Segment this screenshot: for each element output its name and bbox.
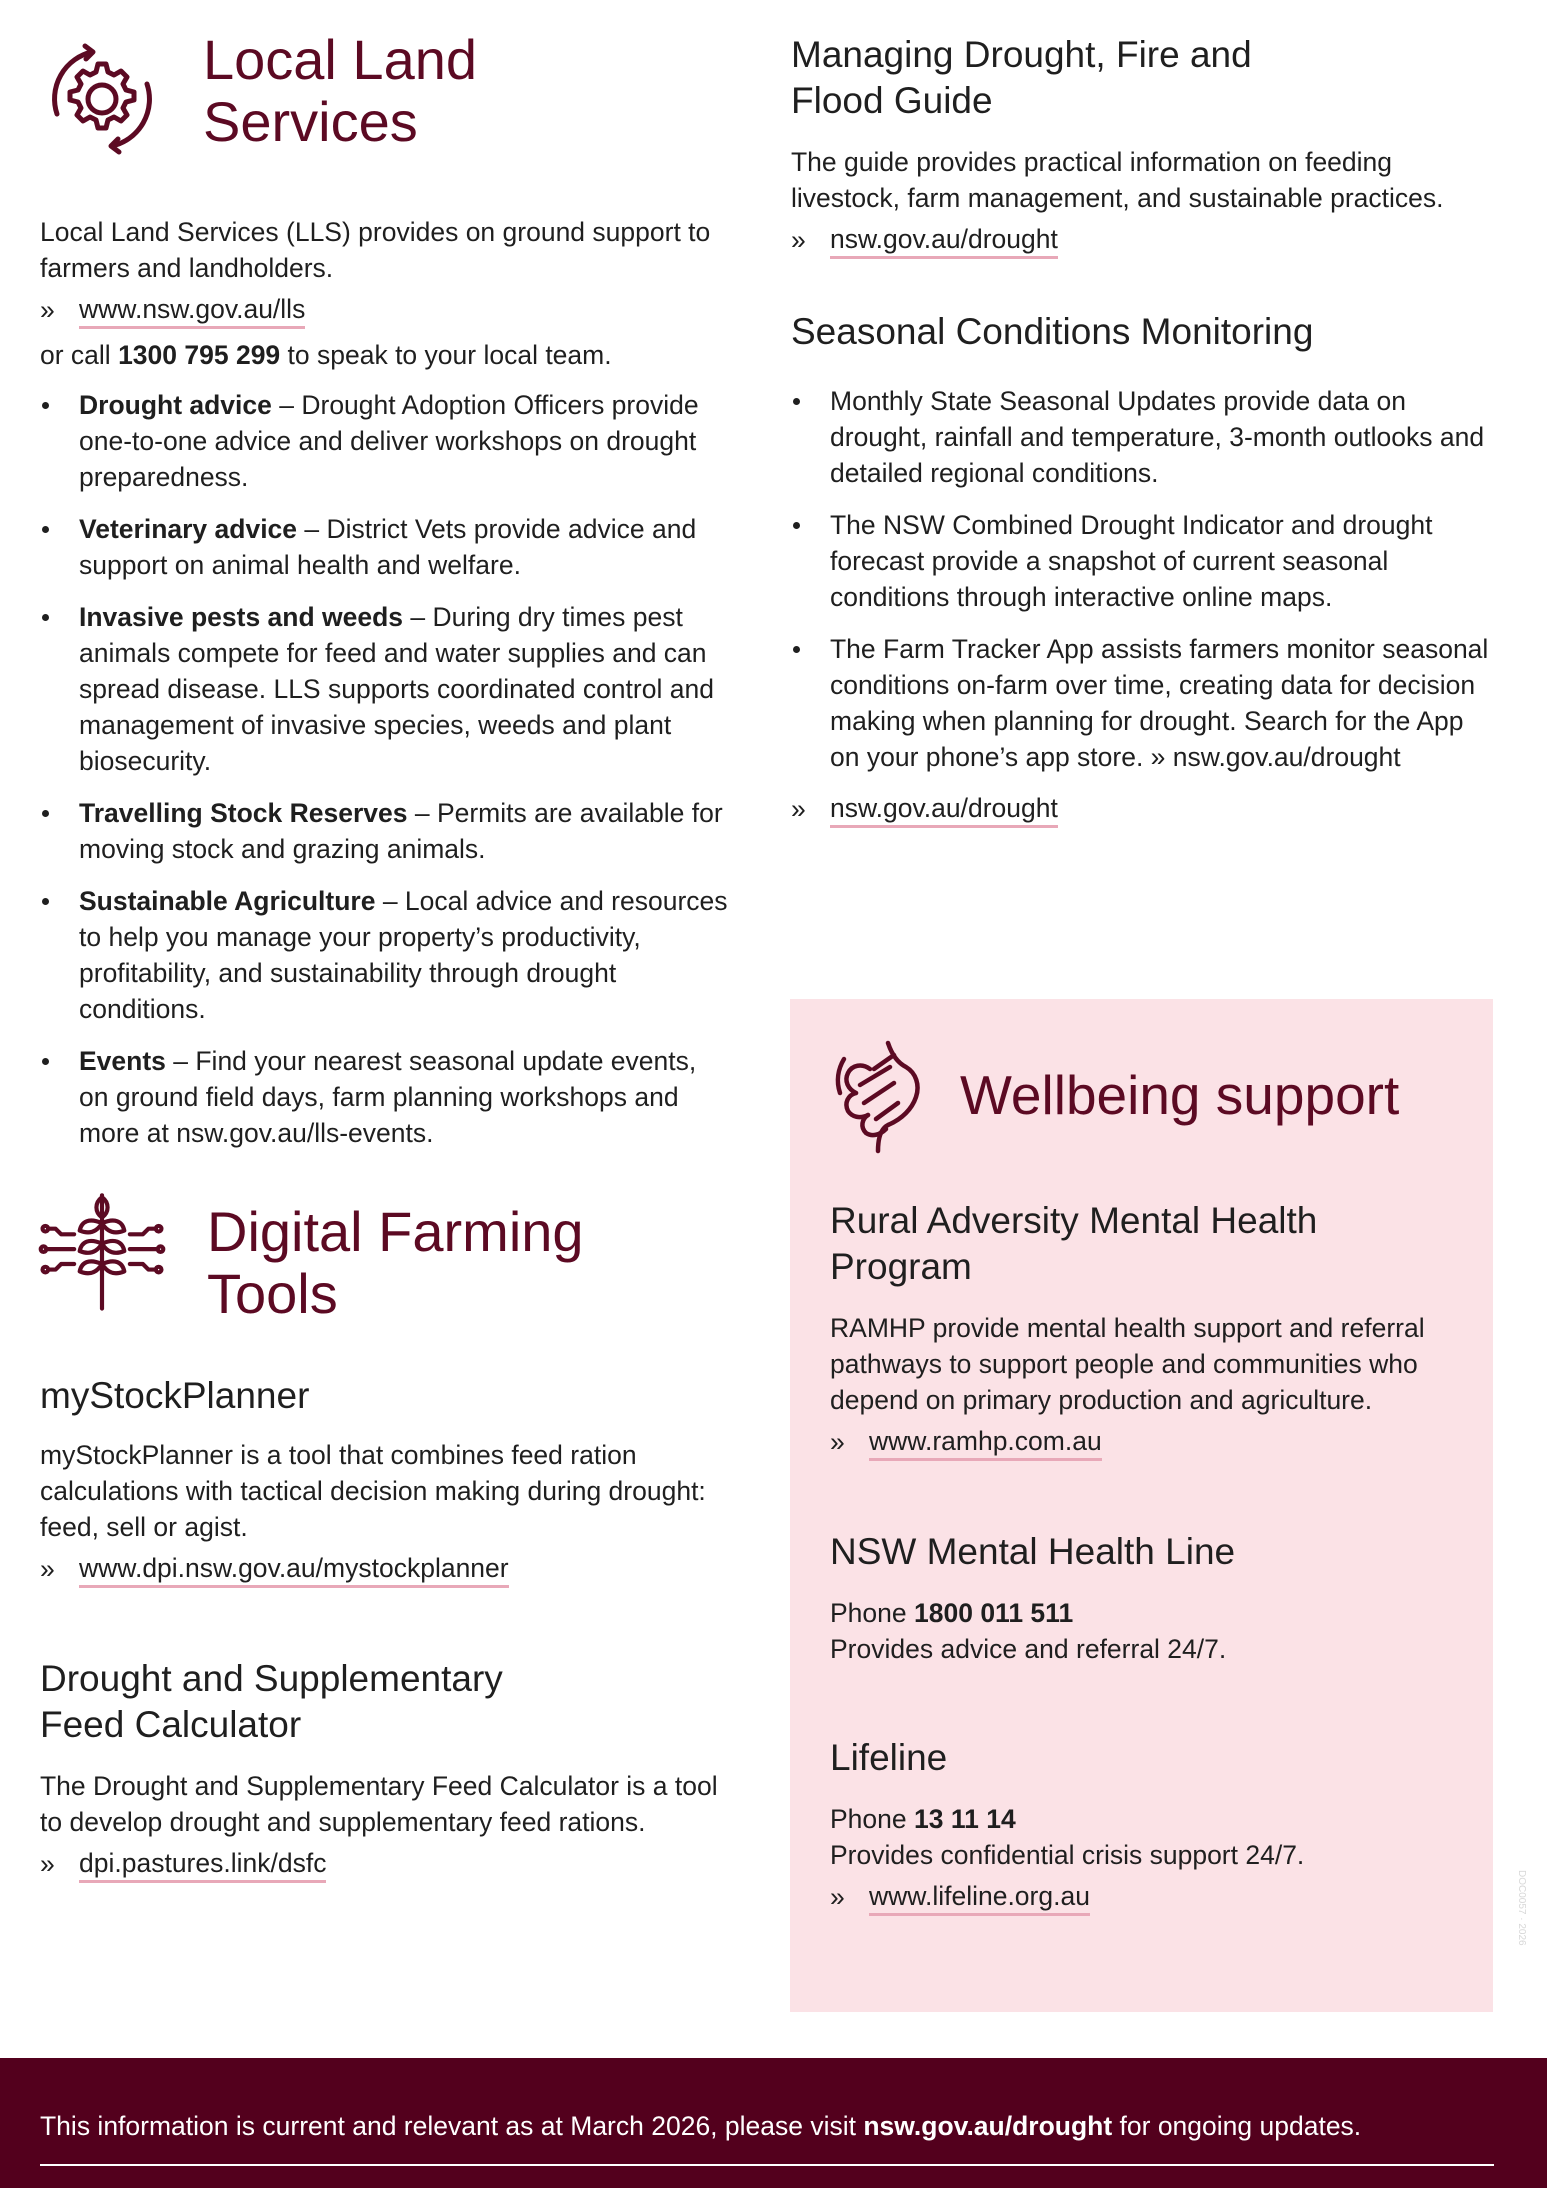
footer-text bbox=[40, 2108, 1361, 2144]
wellbeing-header bbox=[830, 1039, 1455, 1154]
feedcalc-heading-line1: Drought and Supplementary bbox=[40, 1658, 503, 1699]
guide-link[interactable]: nsw.gov.au/drought bbox=[830, 222, 1058, 259]
wheat-circuit-icon bbox=[37, 1186, 167, 1316]
ramhp-heading-line2: Program bbox=[830, 1246, 972, 1287]
lifeline-phone-label: Phone bbox=[830, 1804, 914, 1834]
seasonal-link-row bbox=[791, 791, 1493, 828]
footer-suffix: for ongoing updates. bbox=[1112, 2111, 1362, 2141]
guide-heading bbox=[791, 32, 1493, 124]
ramhp-heading-line1: Rural Adversity Mental Health bbox=[830, 1200, 1318, 1241]
gear-cycle-icon bbox=[37, 34, 167, 164]
document-code: DOC0057 · 2026 bbox=[1516, 1870, 1527, 1946]
feedcalc-link-row bbox=[40, 1846, 730, 1883]
lls-header bbox=[40, 28, 730, 164]
chevron-right-icon: » bbox=[40, 1554, 55, 1584]
lls-link[interactable]: www.nsw.gov.au/lls bbox=[79, 292, 305, 329]
list-item-term: Sustainable Agriculture bbox=[79, 886, 376, 916]
lifeline-heading: Lifeline bbox=[830, 1737, 948, 1778]
digital-title bbox=[207, 1201, 584, 1325]
list-item bbox=[40, 883, 730, 1027]
feedcalc-heading-line2: Feed Calculator bbox=[40, 1704, 302, 1745]
list-item: The NSW Combined Drought Indicator and drought forecast provide a snapshot of current seasonal conditions through interactive online maps. bbox=[791, 507, 1493, 615]
chevron-right-icon: » bbox=[830, 1427, 845, 1457]
footer-link[interactable]: nsw.gov.au/drought bbox=[863, 2111, 1113, 2141]
footer-bar bbox=[0, 2058, 1547, 2188]
chevron-right-icon: » bbox=[40, 1849, 55, 1879]
ramhp-link-row bbox=[830, 1424, 1455, 1461]
mhline-heading: NSW Mental Health Line bbox=[830, 1531, 1236, 1572]
lifeline-phone-number: 13 11 14 bbox=[914, 1804, 1016, 1834]
list-item bbox=[40, 387, 730, 495]
guide-text: The guide provides practical information on feeding livestock, farm management, and sustainable practices. bbox=[791, 147, 1444, 213]
list-item bbox=[40, 795, 730, 867]
mhline-text: Provides advice and referral 24/7. bbox=[830, 1634, 1227, 1664]
lifeline-phone bbox=[830, 1801, 1455, 1837]
digital-title-line2: Tools bbox=[207, 1262, 338, 1325]
lifeline-link[interactable]: www.lifeline.org.au bbox=[869, 1879, 1090, 1916]
mhline-phone-number: 1800 011 511 bbox=[914, 1598, 1074, 1628]
mystock-link-row bbox=[40, 1551, 730, 1588]
guide-heading-line1: Managing Drought, Fire and bbox=[791, 34, 1252, 75]
list-item: The Farm Tracker App assists farmers monitor seasonal conditions on-farm over time, creating data for decision making when planning for drought. Search for the App on your phone’s app store. » nsw.gov.au/drought bbox=[791, 631, 1493, 775]
chevron-right-icon: » bbox=[791, 794, 806, 824]
wellbeing-title: Wellbeing support bbox=[960, 1063, 1400, 1126]
chevron-right-icon: » bbox=[40, 295, 55, 325]
chevron-right-icon: » bbox=[791, 225, 806, 255]
mystock-heading: myStockPlanner bbox=[40, 1375, 310, 1416]
list-item-text: – Find your nearest seasonal update events, on ground field days, farm planning workshops and more at nsw.gov.au/lls-events. bbox=[79, 1046, 697, 1148]
mystock-link[interactable]: www.dpi.nsw.gov.au/mystockplanner bbox=[79, 1551, 509, 1588]
ramhp-heading bbox=[830, 1198, 1455, 1290]
ramhp-link[interactable]: www.ramhp.com.au bbox=[869, 1424, 1102, 1461]
guide-link-row bbox=[791, 222, 1493, 259]
list-item-term: Invasive pests and weeds bbox=[79, 602, 404, 632]
lifeline-link-row bbox=[830, 1879, 1455, 1916]
list-item-term: Events bbox=[79, 1046, 166, 1076]
list-item-term: Travelling Stock Reserves bbox=[79, 798, 408, 828]
seasonal-list bbox=[791, 383, 1493, 775]
list-item-term: Veterinary advice bbox=[79, 514, 298, 544]
lls-services-list bbox=[40, 387, 730, 1151]
feedcalc-heading bbox=[40, 1656, 730, 1748]
list-item-text: – During dry times pest animals compete for feed and water supplies and can spread disease. LLS supports coordinated control and management of invasive species, weeds and plant biosecurity. bbox=[79, 602, 714, 776]
lls-title-line1: Local Land bbox=[203, 28, 478, 91]
chevron-right-icon: » bbox=[830, 1882, 845, 1912]
lifeline-text: Provides confidential crisis support 24/7. bbox=[830, 1840, 1305, 1870]
digital-header bbox=[40, 1181, 730, 1325]
list-item-term: Drought advice bbox=[79, 390, 272, 420]
list-item bbox=[40, 511, 730, 583]
footer-divider bbox=[40, 2164, 1494, 2166]
digital-title-line1: Digital Farming bbox=[207, 1200, 584, 1263]
caring-hands-icon bbox=[830, 1039, 930, 1154]
list-item bbox=[40, 1043, 730, 1151]
ramhp-text: RAMHP provide mental health support and referral pathways to support people and communities who depend on primary production and agriculture. bbox=[830, 1313, 1425, 1415]
seasonal-heading: Seasonal Conditions Monitoring bbox=[791, 311, 1314, 352]
lls-title bbox=[203, 29, 477, 153]
list-item: Monthly State Seasonal Updates provide data on drought, rainfall and temperature, 3-month outlooks and detailed regional conditions. bbox=[791, 383, 1493, 491]
list-item-text: – Local advice and resources to help you manage your property’s productivity, profitability, and sustainability through drought conditions. bbox=[79, 886, 728, 1024]
feedcalc-link[interactable]: dpi.pastures.link/dsfc bbox=[79, 1846, 326, 1883]
list-item-text: – Permits are available for moving stock and grazing animals. bbox=[79, 798, 723, 864]
list-item-text: – District Vets provide advice and support on animal health and welfare. bbox=[79, 514, 697, 580]
lls-call-number: 1300 795 299 bbox=[118, 340, 281, 370]
list-item bbox=[40, 599, 730, 779]
mhline-phone-label: Phone bbox=[830, 1598, 914, 1628]
right-column bbox=[791, 30, 1493, 828]
left-column bbox=[40, 30, 730, 1883]
guide-heading-line2: Flood Guide bbox=[791, 80, 993, 121]
lls-call-prefix: or call bbox=[40, 340, 119, 370]
lls-call bbox=[40, 337, 730, 373]
lls-call-suffix: to speak to your local team. bbox=[280, 340, 612, 370]
wellbeing-panel bbox=[790, 999, 1493, 2012]
list-item-text: – Drought Adoption Officers provide one-to-one advice and deliver workshops on drought preparedness. bbox=[79, 390, 699, 492]
footer-prefix: This information is current and relevant as at March 2026, please visit bbox=[40, 2111, 864, 2141]
lls-title-line2: Services bbox=[203, 90, 418, 153]
lls-link-row bbox=[40, 292, 730, 329]
mystock-text: myStockPlanner is a tool that combines feed ration calculations with tactical decision making during drought: feed, sell or agist. bbox=[40, 1440, 706, 1542]
feedcalc-text: The Drought and Supplementary Feed Calculator is a tool to develop drought and supplementary feed rations. bbox=[40, 1771, 718, 1837]
lls-intro: Local Land Services (LLS) provides on ground support to farmers and landholders. bbox=[40, 217, 711, 283]
seasonal-link[interactable]: nsw.gov.au/drought bbox=[830, 791, 1058, 828]
mhline-phone bbox=[830, 1595, 1455, 1631]
